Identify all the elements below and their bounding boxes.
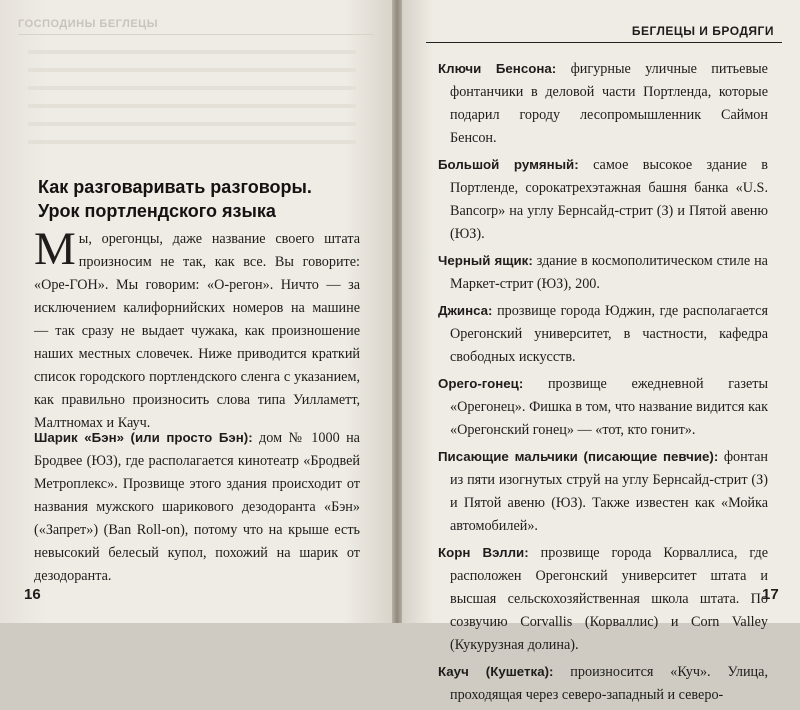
- entry-term: Кауч (Кушетка):: [438, 664, 554, 679]
- glossary-entry: [438, 445, 768, 538]
- entry-definition: дом № 1000 на Бродвее (ЮЗ), где располагается кинотеатр «Бродвей Метроплекс». Прозвище этого здания происходит от названия мужского шарикового дезодоранта «Бэн» («Запрет») (Ban Roll-on), потому что на крыше есть невысокий белесый купол, похожий на шарик от дезодоранта.: [34, 430, 360, 584]
- faded-rule: [18, 34, 374, 35]
- entry-definition: прозвище города Юджин, где располагается Орегонский университет, в частности, кафедра свободных искусств.: [450, 303, 768, 365]
- intro-paragraph: [34, 223, 360, 435]
- entry-definition: фонтан из пяти изогнутых струй на углу Бернсайд-стрит (З) и Пятой авеню (ЮЗ). Также известен как «Мойка автомобилей».: [450, 449, 768, 534]
- entry-definition: фигурные уличные питьевые фонтанчики в деловой части Портленда, которые подарил городу лесопромышленник Саймон Бенсон.: [450, 61, 768, 146]
- entry-definition: прозвище ежедневной газеты «Орегонец». Фишка в том, что название видится как «Орегонский гонец» — «тот, кто гонит».: [450, 376, 768, 438]
- page-number-left: 16: [24, 586, 41, 603]
- entry-definition: здание в космополитическом стиле на Маркет-стрит (ЮЗ), 200.: [450, 253, 768, 292]
- running-head-title: БЕГЛЕЦЫ И БРОДЯГИ: [631, 24, 774, 38]
- book-gutter: [392, 0, 402, 623]
- glossary-left: [34, 426, 360, 591]
- drop-cap: М: [34, 223, 76, 275]
- faded-running-head: ГОСПОДИНЫ БЕГЛЕЦЫ: [18, 18, 158, 30]
- glossary-entry: [34, 426, 360, 588]
- left-page: [0, 0, 392, 623]
- glossary-entry: [438, 249, 768, 296]
- bleed-through-text: [28, 50, 356, 158]
- entry-term: Корн Вэлли:: [438, 545, 529, 560]
- header-rule: [426, 42, 782, 43]
- intro-text: ы, орегонцы, даже название своего штата произносим не так, как все. Вы говорите: «Оре-ГОН». Мы говорим: «О-регон». Ничто — за исключением калифорнийских номеров на машине — так сразу не выдает чужака, как произношение наших местных словечек. Ниже приводится краткий список городского портлендского сленга с указанием, как правильно произносить слова типа Уилламетт, Малтномах и Кауч.: [34, 231, 360, 431]
- entry-term: Писающие мальчики (писающие певчие):: [438, 449, 719, 464]
- heading-line-1: Как разговаривать разговоры.: [38, 177, 312, 197]
- entry-term: Большой румяный:: [438, 157, 579, 172]
- glossary-right: [438, 57, 768, 710]
- entry-term: Ключи Бенсона:: [438, 61, 557, 76]
- entry-term: Шарик «Бэн» (или просто Бэн):: [34, 430, 253, 445]
- heading-line-2: Урок портлендского языка: [38, 201, 276, 221]
- entry-term: Орего-гонец:: [438, 376, 524, 391]
- entry-definition: самое высокое здание в Портленде, сорокатрехэтажная башня банка «U.S. Bancorp» на углу Бернсайд-стрит (З) и Пятой авеню (ЮЗ).: [450, 157, 768, 242]
- glossary-entry: [438, 372, 768, 442]
- section-heading: [38, 175, 358, 223]
- glossary-entry: [438, 299, 768, 369]
- glossary-entry: [438, 153, 768, 246]
- entry-definition: прозвище города Корваллиса, где расположен Орегонский университет штата и высшая сельскохозяйственная школа штата. По созвучию Corvallis (Корваллис) и Corn Valley (Кукурузная долина).: [450, 545, 768, 653]
- page-number-right: 17: [762, 586, 779, 603]
- entry-definition: произносится «Куч». Улица, проходящая через северо-западный и северо-: [450, 664, 768, 703]
- glossary-entry: [438, 660, 768, 707]
- glossary-entry: [438, 541, 768, 657]
- entry-term: Джинса:: [438, 303, 493, 318]
- running-header: [402, 0, 800, 40]
- entry-term: Черный ящик:: [438, 253, 533, 268]
- glossary-entry: [438, 57, 768, 150]
